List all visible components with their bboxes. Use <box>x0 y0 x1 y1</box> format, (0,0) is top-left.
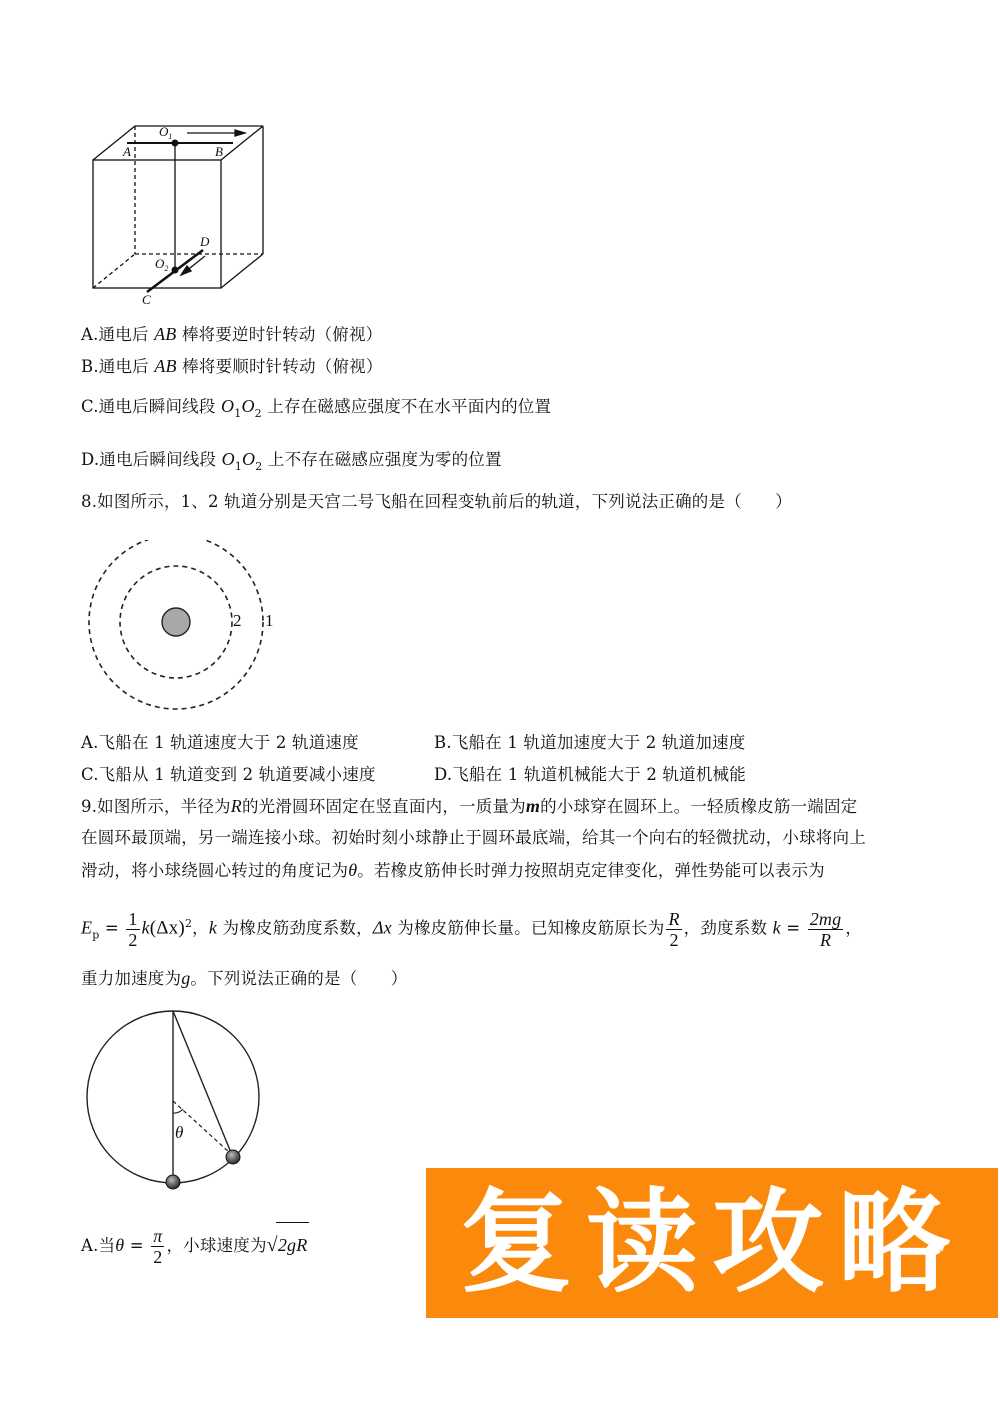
q9-stem-line5: 重力加速度为g。下列说法正确的是（ ） <box>81 968 408 988</box>
q7-option-a: A.通电后 AB 棒将要逆时针转动（俯视） <box>81 324 383 344</box>
q8-option-b: B.飞船在 1 轨道加速度大于 2 轨道加速度 <box>434 733 746 752</box>
fraction-2mg-over-r: $\frac{2mg}{R}$ <box>809 908 842 950</box>
sqrt-2gR: 2gR <box>276 1222 310 1267</box>
orbit-label-1: 1 <box>265 611 274 630</box>
ball-initial <box>166 1175 180 1189</box>
watermark-banner <box>426 1168 998 1318</box>
q9-option-a: A.当θ = $\frac{\pi}{2}$ ，小球速度为√2gR <box>81 1222 309 1268</box>
q9-stem-line1: 9.如图所示，半径为R的光滑圆环固定在竖直面内，一质量为m的小球穿在圆环上。一轻质橡皮筋一端固定 <box>81 796 858 816</box>
q8-option-c: C.飞船从 1 轨道变到 2 轨道要减小速度 <box>81 765 376 784</box>
label-D: D <box>200 234 210 249</box>
label-B: B <box>215 144 223 159</box>
label-C: C <box>142 292 151 307</box>
q9-formula-line: $E_p$ = $\frac{1}{2}$ $k(\Delta x)^2$，k 为橡皮筋劲度系数，Δx 为橡皮筋伸长量。已知橡皮筋原长为 $\frac{R}{2}$ ，劲度系数 k = $\frac{2mg}{R}$ ， <box>81 908 863 950</box>
label-O2: $O_2$ <box>155 256 169 273</box>
ball-displaced <box>226 1150 240 1164</box>
ring-figure <box>80 1005 270 1195</box>
orbit-label-2: 2 <box>233 611 242 630</box>
q7-option-d: D.通电后瞬间线段 $O_1O_2$ 上不存在磁感应强度为零的位置 <box>81 449 502 473</box>
cube-figure <box>85 120 280 315</box>
fraction-r-over-2: $\frac{R}{2}$ <box>668 908 680 950</box>
orbit-figure <box>85 540 285 715</box>
label-O1: $O_1$ <box>159 124 173 141</box>
q8-option-d: D.飞船在 1 轨道机械能大于 2 轨道机械能 <box>434 765 746 784</box>
q9-stem-line2: 在圆环最顶端，另一端连接小球。初始时刻小球静止于圆环最底端，给其一个向右的轻微扰动，小球将向上 <box>81 828 866 847</box>
fraction-half: $\frac{1}{2}$ <box>128 908 138 950</box>
q7-option-b: B.通电后 AB 棒将要顺时针转动（俯视） <box>81 356 383 376</box>
q8-option-a: A.飞船在 1 轨道速度大于 2 轨道速度 <box>81 733 359 752</box>
fraction-pi-over-2: $\frac{\pi}{2}$ <box>153 1226 163 1267</box>
q9-stem-line3: 滑动，将小球绕圆心转过的角度记为θ。若橡皮筋伸长时弹力按照胡克定律变化，弹性势能可以表示为 <box>81 860 825 880</box>
label-A: A <box>123 144 131 159</box>
q8-stem: 8.如图所示，1、2 轨道分别是天宫二号飞船在回程变轨前后的轨道，下列说法正确的是（ ） <box>81 492 792 511</box>
theta-label: θ <box>175 1123 184 1142</box>
watermark-text: 复读攻略 <box>460 1178 964 1308</box>
q7-option-c: C.通电后瞬间线段 $O_1O_2$ 上存在磁感应强度不在水平面内的位置 <box>81 396 552 420</box>
